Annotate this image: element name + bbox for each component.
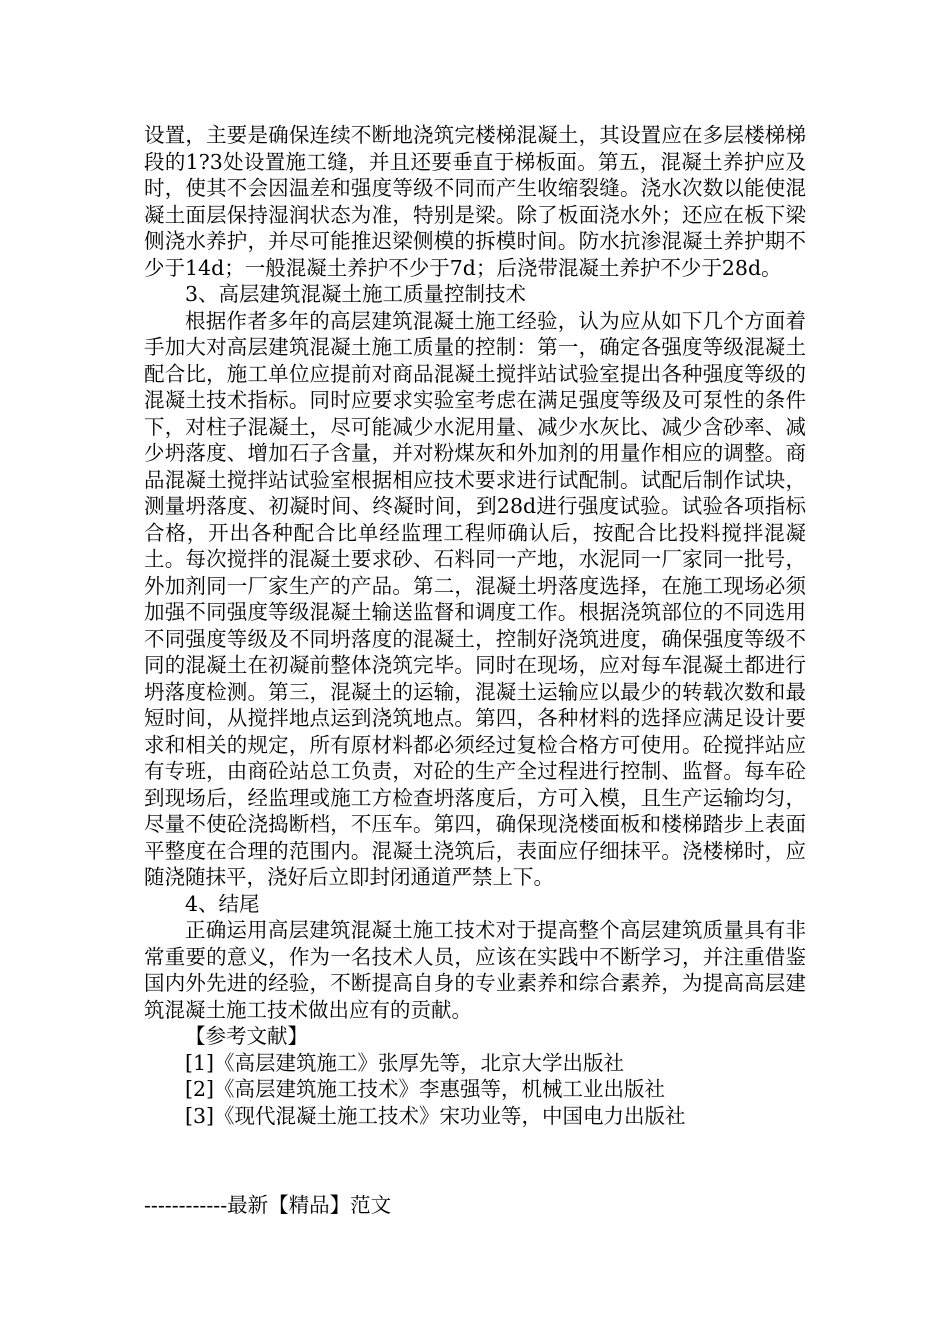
reference-item: [2]《高层建筑施工技术》李惠强等，机械工业出版社 xyxy=(185,1077,666,1101)
reference-item: [1]《高层建筑施工》张厚先等，北京大学出版社 xyxy=(185,1050,625,1075)
page-footer: ------------最新【精品】范文 xyxy=(144,1193,392,1217)
section-heading-quality-control: 3、高层建筑混凝土施工质量控制技术 xyxy=(185,282,527,306)
references-heading: 【参考文献】 xyxy=(185,1024,308,1048)
paragraph-curing: 设置，主要是确保连续不断地浇筑完楼梯混凝土，其设置应在多层楼梯梯段的1?3处设置施工缝，并且还要垂直于梯板面。第五，混凝土养护应及时，使其不会因温差和强度等级不同而产生收缩裂缝。浇水次数以能使混凝土面层保持湿润状态为准，特别是梁。除了板面浇水外；还应在板下梁侧浇水养护，并尽可能推迟梁侧模的拆模时间。防水抗渗混凝土养护期不少于14d；一般混凝土养护不少于7d；后浇带混凝土养护不少于28d。 xyxy=(144,123,806,280)
section-heading-conclusion: 4、结尾 xyxy=(185,891,260,916)
paragraph-conclusion: 正确运用高层建筑混凝土施工技术对于提高整个高层建筑质量具有非常重要的意义，作为一名技术人员，应该在实践中不断学习，并注重借鉴国内外先进的经验，不断提高自身的专业素养和综合素养，为提高高层建筑混凝土施工技术做出应有的贡献。 xyxy=(144,918,806,1022)
reference-item: [3]《现代混凝土施工技术》宋功业等，中国电力出版社 xyxy=(185,1103,686,1128)
document-body xyxy=(144,122,806,1129)
paragraph-quality-control: 根据作者多年的高层建筑混凝土施工经验，认为应从如下几个方面着手加大对高层建筑混凝土施工质量的控制：第一，确定各强度等级混凝土配合比，施工单位应提前对商品混凝土搅拌站试验室提出各种强度等级的混凝土技术指标。同时应要求实验室考虑在满足强度等级及可泵性的条件下，对柱子混凝土，尽可能减少水泥用量、减少水灰比、减少含砂率、减少坍落度、增加石子含量，并对粉煤灰和外加剂的用量作相应的调整。商品混凝土搅拌站试验室根据相应技术要求进行试配制。试配后制作试块，测量坍落度、初凝时间、终凝时间，到28d进行强度试验。试验各项指标合格，开出各种配合比单经监理工程师确认后，按配合比投料搅拌混凝土。每次搅拌的混凝土要求砂、石料同一产地，水泥同一厂家同一批号，外加剂同一厂家生产的产品。第二，混凝土坍落度选择，在施工现场必须加强不同强度等级混凝土输送监督和调度工作。根据浇筑部位的不同选用不同强度等级及不同坍落度的混凝土，控制好浇筑进度，确保强度等级不同的混凝土在初凝前整体浇筑完毕。同时在现场，应对每车混凝土都进行坍落度检测。第三，混凝土的运输，混凝土运输应以最少的转载次数和最短时间，从搅拌地点运到浇筑地点。第四，各种材料的选择应满足设计要求和相关的规定，所有原材料都必须经过复检合格方可使用。砼搅拌站应有专班，由商砼站总工负责，对砼的生产全过程进行控制、监督。每车砼到现场后，经监理或施工方检查坍落度后，方可入模，且生产运输均匀，尽量不使砼浇捣断档，不压车。第四，确保现浇楼面板和楼梯踏步上表面平整度在合理的范围内。混凝土浇筑后，表面应仔细抹平。浇楼梯时，应随浇随抹平，浇好后立即封闭通道严禁上下。 xyxy=(144,308,806,889)
